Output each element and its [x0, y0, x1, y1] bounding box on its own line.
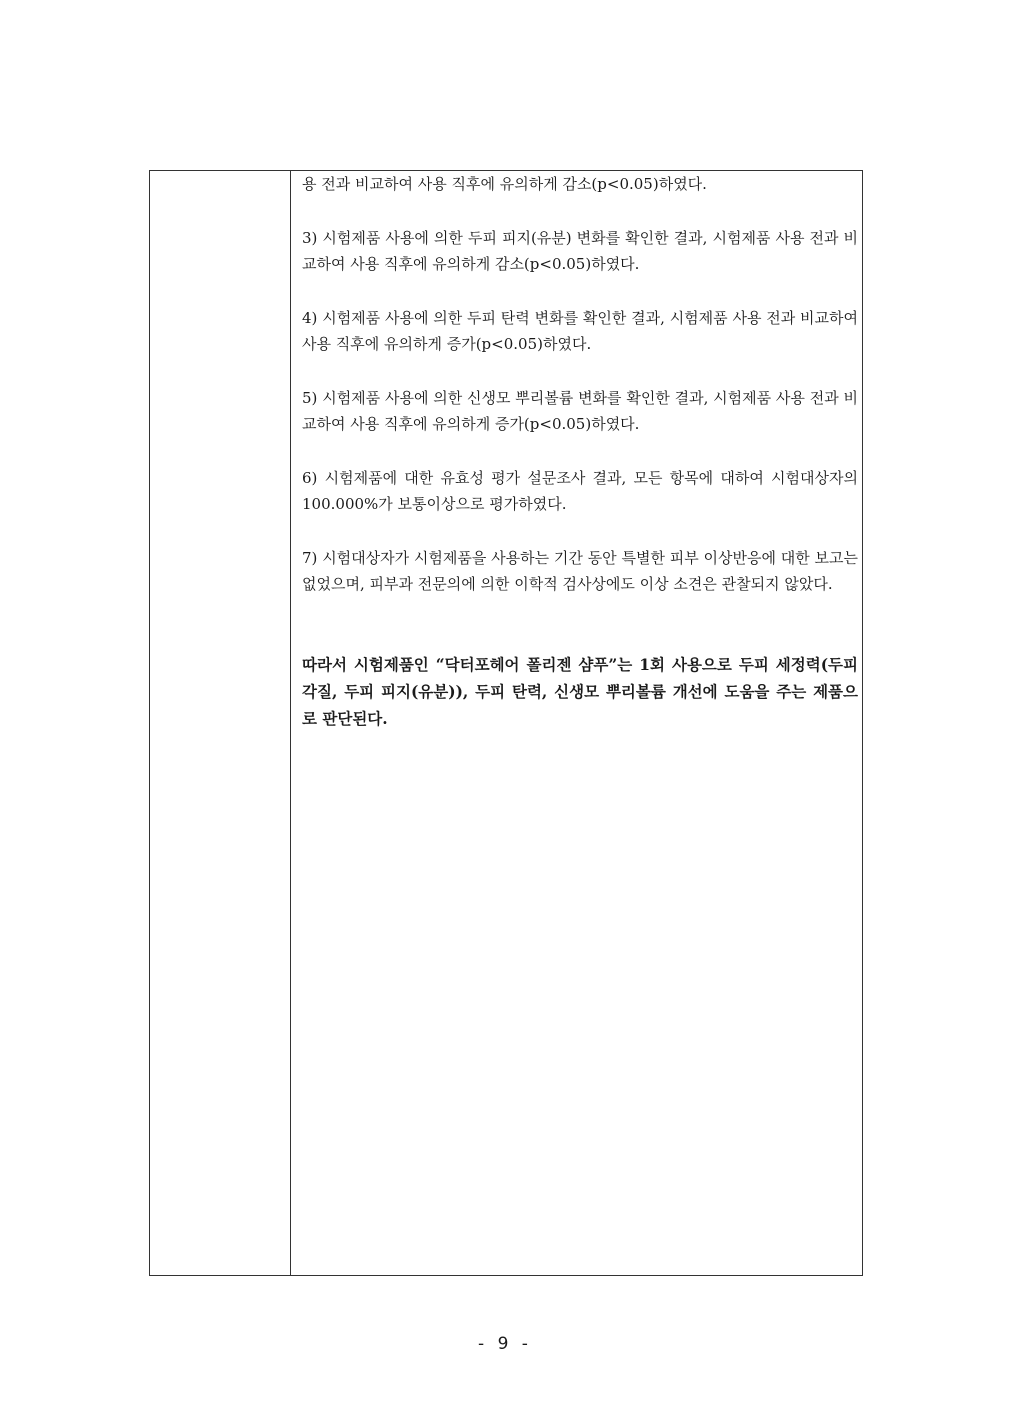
report-table: [149, 170, 863, 1276]
paragraph-root-volume: 5) 시험제품 사용에 의한 신생모 뿌리볼륨 변화를 확인한 결과, 시험제품 사용 전과 비교하여 사용 직후에 유의하게 증가(p<0.05)하였다.: [302, 389, 858, 433]
paragraph-continued: 용 전과 비교하여 사용 직후에 유의하게 감소(p<0.05)하였다.: [302, 175, 707, 193]
page-number: - 9 -: [478, 1334, 532, 1354]
table-content-cell: [302, 171, 858, 732]
paragraph-adverse-reactions: 7) 시험대상자가 시험제품을 사용하는 기간 동안 특별한 피부 이상반응에 대한 보고는 없었으며, 피부과 전문의에 의한 이학적 검사상에도 이상 소견은 관찰되지 않았다.: [302, 549, 858, 593]
paragraph-survey: 6) 시험제품에 대한 유효성 평가 설문조사 결과, 모든 항목에 대하여 시험대상자의 100.000%가 보통이상으로 평가하였다.: [302, 469, 858, 513]
paragraph-elasticity: 4) 시험제품 사용에 의한 두피 탄력 변화를 확인한 결과, 시험제품 사용 전과 비교하여 사용 직후에 유의하게 증가(p<0.05)하였다.: [302, 309, 858, 353]
conclusion-paragraph: 따라서 시험제품인 “닥터포헤어 폴리젠 샴푸”는 1회 사용으로 두피 세정력(두피 각질, 두피 피지(유분)), 두피 탄력, 신생모 뿌리볼륨 개선에 도움을 주는 제품으로 판단된다.: [302, 655, 858, 728]
table-left-column: [150, 171, 291, 1275]
paragraph-sebum: 3) 시험제품 사용에 의한 두피 피지(유분) 변화를 확인한 결과, 시험제품 사용 전과 비교하여 사용 직후에 유의하게 감소(p<0.05)하였다.: [302, 229, 858, 273]
